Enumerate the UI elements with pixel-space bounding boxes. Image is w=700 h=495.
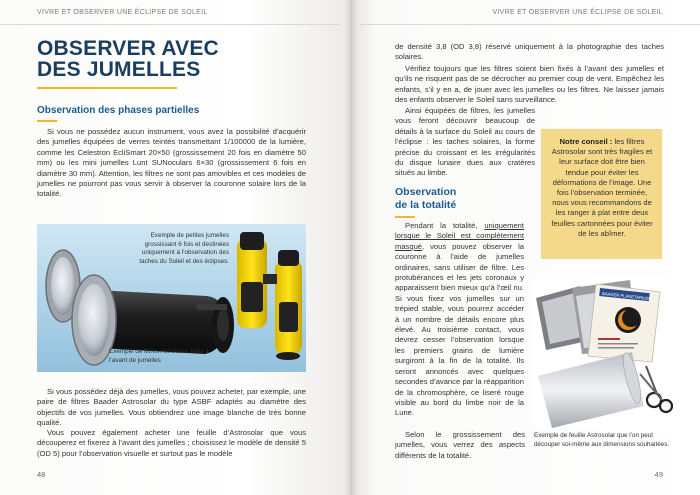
totality-rest: , vous pouvez observer la couronne à l’aide de jumelles ordinaires, sans utiliser de filtre. Les protubérances et les jets coronaux y apparaissent bien mieux qu’à l’œil nu. Si vous fixez vos jumelles sur un trépied stable, vous pourrez accéder à un nombre de détails encore plus élevé. Au troisième contact, vous devrez cesser l’observation lorsque les premiers grains de lumière surgiront à la fin de la totalité. Ils seront annoncés avec quelques secondes d’avance par la réapparition de la chromosphère, ce liseré rouge visible au bord du limbe noir de la Lune.: [395, 241, 524, 418]
title-underline: [37, 87, 177, 89]
header-rule-right: [360, 24, 700, 25]
totality-warning-underlined: uniquement lorsque le Soleil est complètement masqué: [395, 221, 524, 251]
paragraph-eclipse-binoculars: Si vous ne possédez aucun instrument, vous avez la possibilité d’acquérir des jumelles équipées de verres teintés transmettant 1/100000 de la lumière, comme les Celestron EcliSmart 20×50 (grossissement 20 fois en diamètre 50 mm) ou les mini jumelles Lunt SUNoculars 6×30 (grossissement 6 fois en diamètre 30 mm). Attention, les filtres ne sont pas amovibles et ces modèles de jumelles ne pourront pas vous servir à observer la couronne solaire lors de la totalité.: [37, 127, 306, 199]
section-rule-totality: [395, 216, 415, 218]
paragraph-astrosolar-sheet: Vous pouvez également acheter une feuille d’Astrosolar que vous découperez et fixerez à l’avant des jumelles ; choisissez le modèle de densité 5 (OD 5) pour l’observation visuelle et surtout pas le modèle: [37, 428, 306, 458]
caption-astrosolar-sheet: Exemple de feuille Astrosolar que l’on peut découper soi-même aux dimensions souhaitées.: [534, 432, 670, 448]
paragraph-totality: [395, 221, 524, 419]
book-gutter: [345, 0, 357, 495]
advice-box: [541, 129, 662, 259]
totality-lead: Pendant la totalité,: [405, 221, 485, 230]
running-header-left: VIVRE ET OBSERVER UNE ÉCLIPSE DE SOLEIL: [37, 9, 208, 16]
title-line-1: OBSERVER AVEC: [37, 37, 219, 60]
paragraph-od38: de densité 3,8 (OD 3,8) réservé uniquement à la photographie des taches solaires.: [395, 42, 664, 62]
paragraph-baader-filters: Si vous possédez déjà des jumelles, vous pouvez acheter, par exemple, une paire de filtres Baader Astrosolar du type ASBF adaptés au diamètre des objectifs de vos jumelles. Vous obtiendrez une image blanche de très bonne qualité.: [37, 387, 306, 428]
brochure-title: BAADER PLANETARIUM: [601, 291, 651, 301]
advice-text: [549, 137, 655, 239]
paragraph-magnification: Selon le grossissement des jumelles, vous verrez des aspects différents de la totalité.: [395, 430, 525, 460]
advice-body: les filtres Astrosolar sont très fragiles et leur surface doit être bien tendue pour éviter les déformations de l’image. Une fois l’observation terminée, nous vous recommandons de les ranger à plat entre deux feuilles cartonnées pour éviter de les abîmer.: [551, 137, 653, 238]
page-number-left: 48: [37, 470, 46, 479]
section-heading-totality-line-1: Observation: [395, 186, 457, 198]
page-number-right: 49: [654, 470, 663, 479]
section-heading-partial-phases: Observation des phases partielles: [37, 105, 200, 116]
running-header-right: VIVRE ET OBSERVER UNE ÉCLIPSE DE SOLEIL: [492, 9, 663, 16]
advice-label: Notre conseil :: [559, 137, 613, 146]
caption-astrosolar-filters: Exemple de filtres Astrosolar fixés à l’avant de jumelles: [109, 348, 209, 364]
page-title: [37, 38, 219, 80]
section-heading-totality-line-2: de la totalité: [395, 199, 457, 211]
section-heading-totality: [395, 186, 456, 212]
paragraph-verify-filters: Vérifiez toujours que les filtres soient bien fixés à l’avant des jumelles et qu’ils ne risquent pas de se décrocher au premier coup de vent. Empêchez les enfants, s’il y en a, de jouer avec les jumelles ou les filtres. Ne laissez jamais des enfants observer le Soleil sans surveillance.: [395, 64, 664, 105]
header-rule-left: [0, 24, 340, 25]
section-rule-partial: [37, 120, 57, 122]
astrosolar-sheet-photo: [534, 278, 674, 428]
caption-small-binoculars: Exemple de petites jumelles grossissant 6 fois et destinées uniquement à l’observation des taches du Soleil et des éclipses.: [139, 232, 229, 265]
paragraph-equipped-filters: Ainsi équipées de filtres, les jumelles vous feront découvrir beaucoup de détails à la surface du Soleil au cours de l’éclipse : les taches solaires, la forme précise du croissant et les irrégularités du disque lunaire dues aux cratères situés au limbe.: [395, 106, 535, 178]
astrosolar-sheet-illustration: [534, 278, 674, 428]
binoculars-photo: [37, 224, 306, 372]
title-line-2: DES JUMELLES: [37, 58, 201, 81]
